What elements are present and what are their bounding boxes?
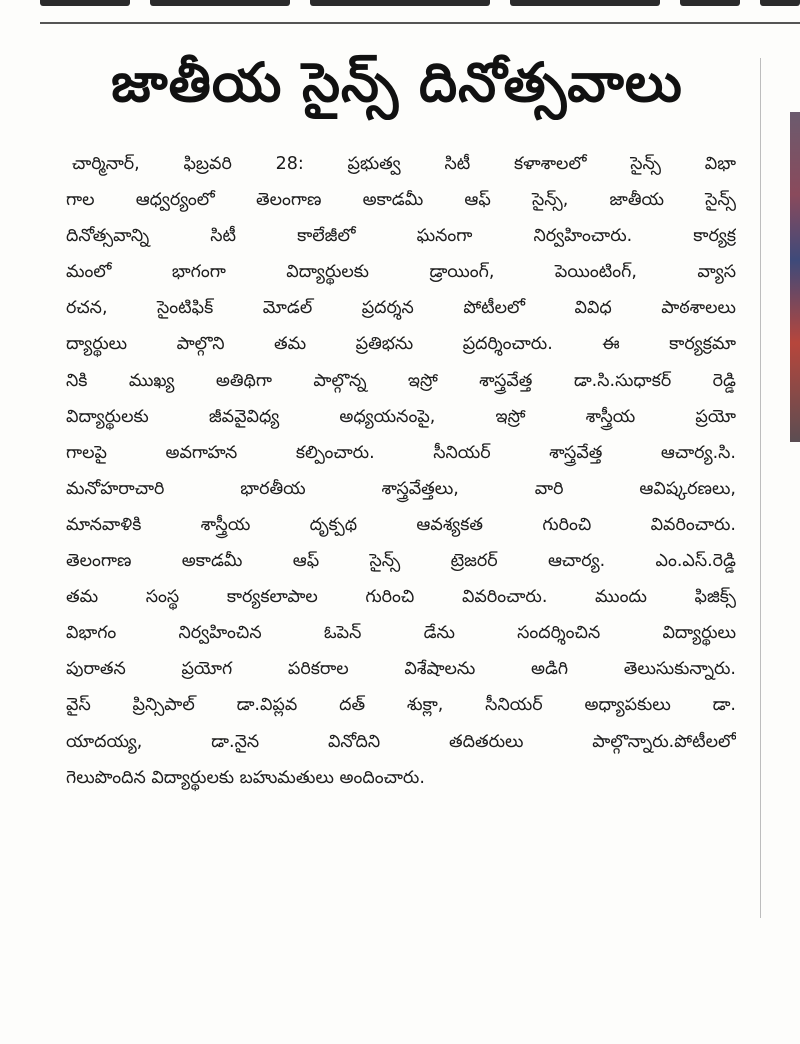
article-line: తెలంగాణ అకాడమీ ఆఫ్ సైన్స్ ట్రెజరర్ ఆచార్య. ఎం.ఎస్.రెడ్డి [66,551,736,572]
article-line: గెలుపొందిన విద్యార్థులకు బహుమతులు అందించారు. [66,767,425,788]
article-line: ద్యార్థులు పాల్గొని తమ ప్రతిభను ప్రదర్శించారు. ఈ కార్యక్రమా [66,334,736,355]
article-body [66,146,736,796]
article-line: పురాతన ప్రయోగ పరికరాల విశేషాలను అడిగి తెలుసుకున్నారు. [66,659,736,680]
article-line: విద్యార్థులకు జీవవైవిధ్య అధ్యయనంపై, ఇస్రో శాస్త్రీయ ప్రయో [66,406,736,427]
article-line: గాల ఆధ్వర్యంలో తెలంగాణ అకాడమీ ఆఫ్ సైన్స్, జాతీయ సైన్స్ [66,190,736,211]
previous-article-cutoff [40,0,800,14]
article-line: మానవాళికి శాస్త్రీయ దృక్పథ ఆవశ్యకత గురించి వివరించారు. [66,514,736,535]
article-line: రచన, సైంటిఫిక్ మోడల్ ప్రదర్శన పోటీలలో వివిధ పాఠశాలలు [66,298,736,319]
article-line: గాలపై అవగాహన కల్పించారు. సీనియర్ శాస్త్రవేత్త ఆచార్య.సి. [66,442,736,463]
article-line: యాదయ్య, డా.నైన వినోదిని తదితరులు పాల్గొన్నారు.పోటీలలో [66,731,736,752]
top-divider [40,22,800,24]
article-line: మనోహరాచారి భారతీయ శాస్త్రవేత్తలు, వారి ఆవిష్కరణలు, [66,478,736,499]
adjacent-column-fragment [786,515,800,531]
article-line: దినోత్సవాన్ని సిటీ కాలేజీలో ఘనంగా నిర్వహించారు. కార్యక్ర [66,226,736,247]
column-divider [760,58,761,918]
article-line: మంలో భాగంగా విద్యార్థులకు డ్రాయింగ్, పెయింటింగ్, వ్యాస [66,262,736,283]
adjacent-photo-edge [790,112,800,442]
article-line: వైస్ ప్రిన్సిపాల్ డా.విప్లవ దత్ శుక్లా, సీనియర్ అధ్యాపకులు డా. [66,695,736,716]
article-line: విభాగం నిర్వహించిన ఓపెన్ డేను సందర్శించిన విద్యార్థులు [66,623,736,644]
article-line: నికి ముఖ్య అతిథిగా పాల్గొన్న ఇస్రో శాస్త్రవేత్త డా.సి.సుధాకర్ రెడ్డి [66,370,736,391]
article-line: చార్మినార్, ఫిబ్రవరి 28: ప్రభుత్వ సిటీ కళాశాలలో సైన్స్ విభా [72,154,736,174]
article-line: తమ సంస్థ కార్యకలాపాల గురించి వివరించారు. ముందు ఫిజిక్స్ [66,587,736,608]
headline: జాతీయ సైన్స్ దినోత్సవాలు [111,51,683,114]
